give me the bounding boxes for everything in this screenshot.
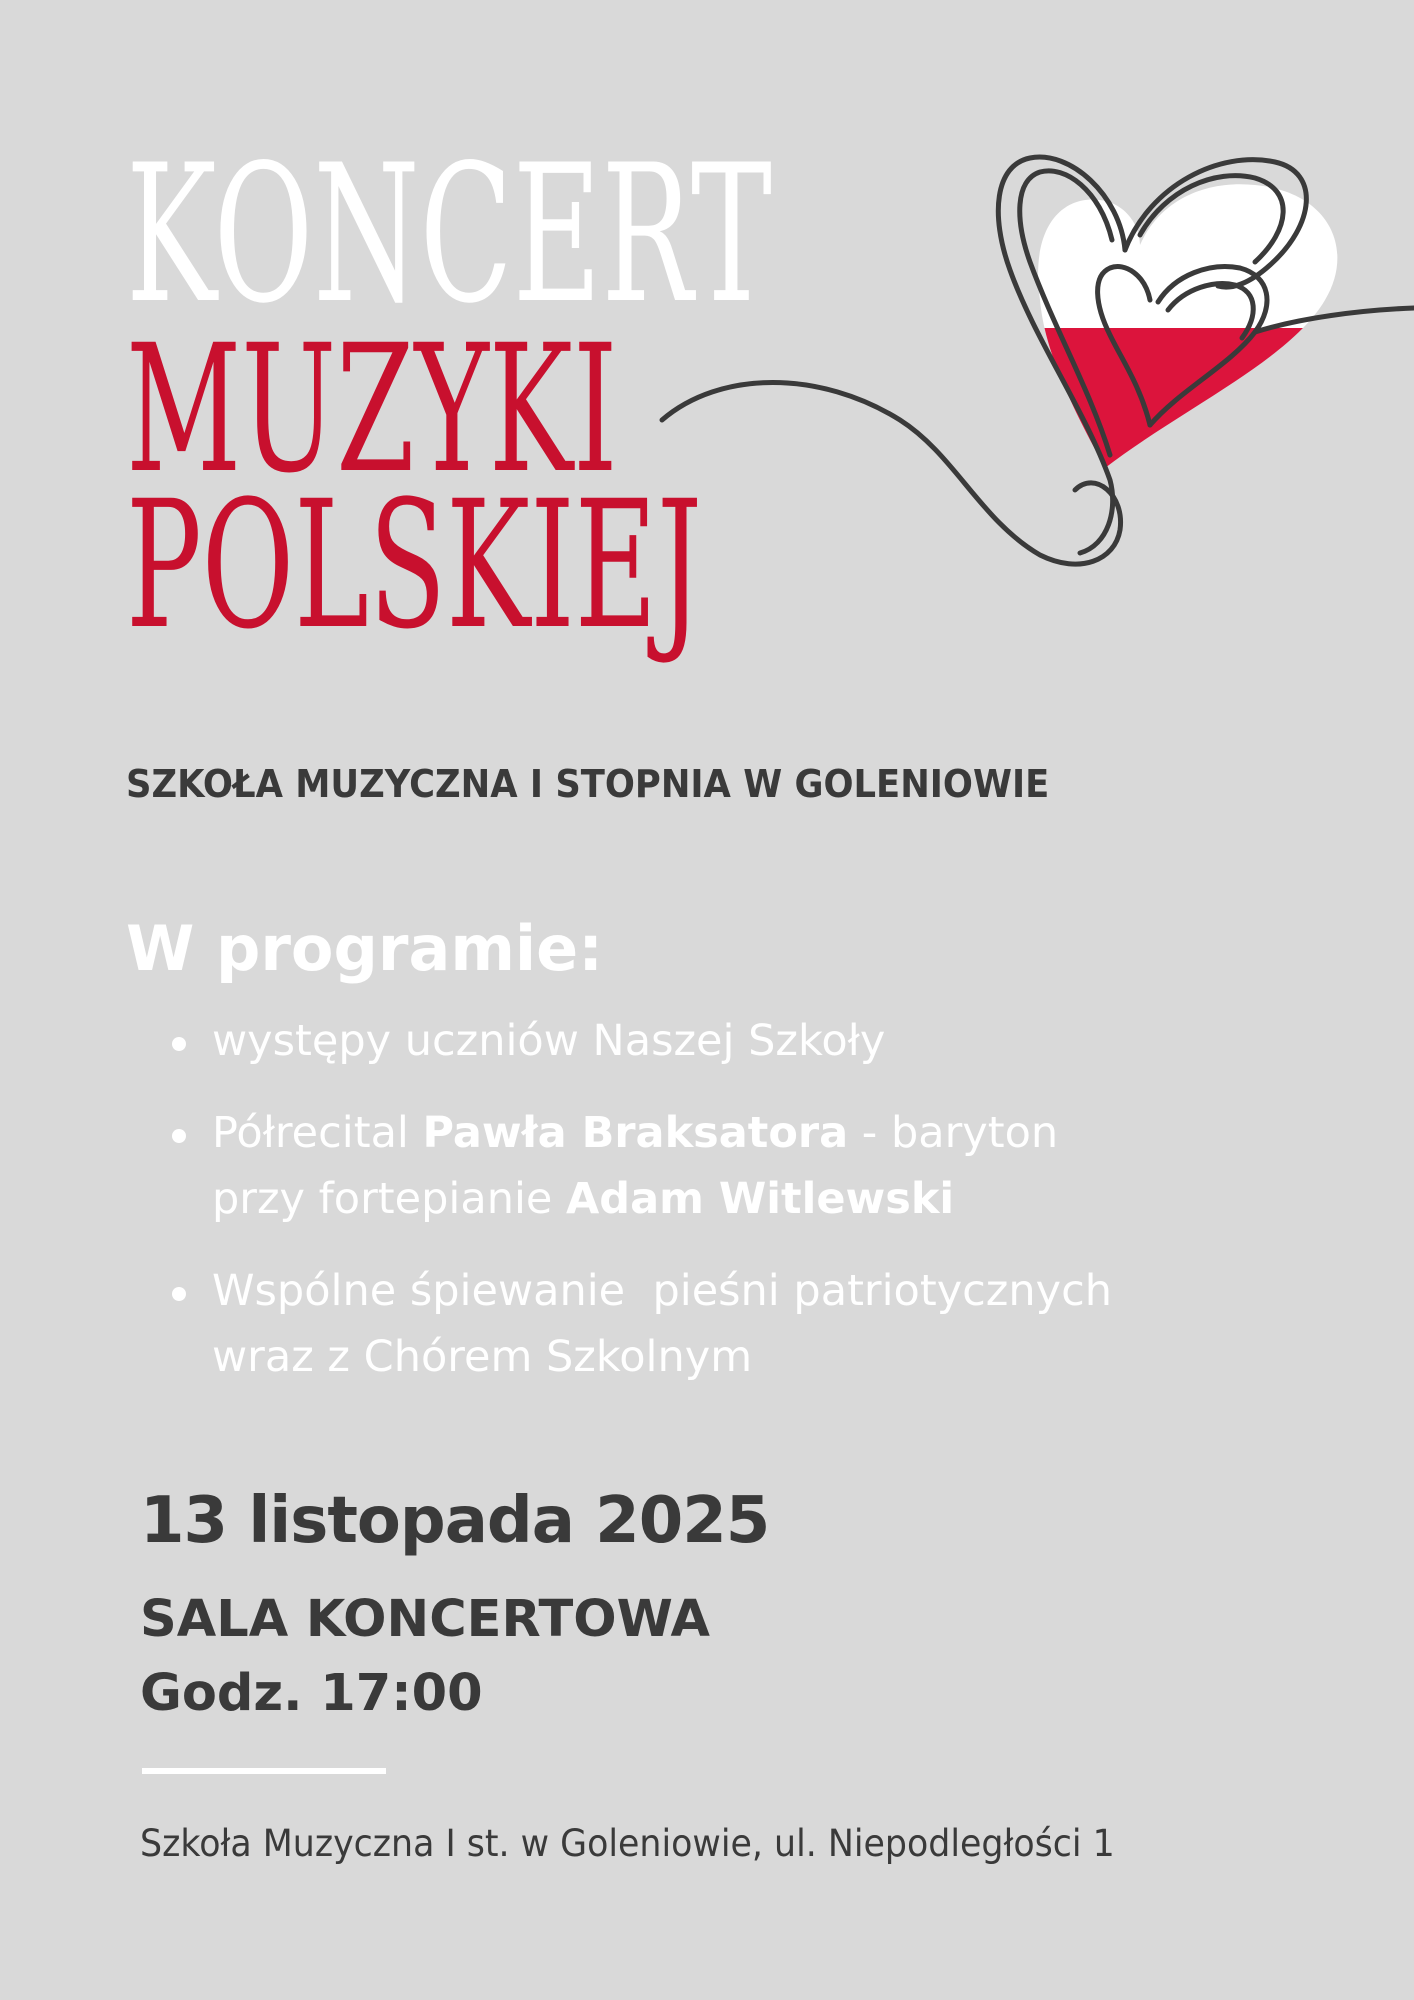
pianist-name: Adam Witlewski bbox=[566, 1174, 955, 1224]
title-koncert: KONCERT bbox=[126, 124, 772, 345]
program-item-students bbox=[168, 1008, 1318, 1074]
school-name: SZKOŁA MUZYCZNA I STOPNIA W GOLENIOWIE bbox=[126, 762, 1050, 806]
program-item-text: występy uczniów Naszej Szkoły bbox=[212, 1016, 886, 1066]
program-item-singing bbox=[168, 1258, 1318, 1390]
recital-prefix: Półrecital bbox=[212, 1108, 423, 1158]
polish-flag-heart-icon bbox=[650, 130, 1414, 590]
address: Szkoła Muzyczna I st. w Goleniowie, ul. Niepodległości 1 bbox=[140, 1822, 1115, 1865]
recital-performer: Pawła Braksatora bbox=[422, 1108, 849, 1158]
recital-role: - baryton bbox=[848, 1108, 1059, 1158]
program-list bbox=[168, 1008, 1318, 1416]
event-date: 13 listopada 2025 bbox=[140, 1484, 770, 1558]
singing-line1: Wspólne śpiewanie pieśni patriotycznych bbox=[212, 1266, 1112, 1316]
title-polskiej: POLSKIEJ bbox=[126, 463, 703, 668]
singing-line2: wraz z Chórem Szkolnym bbox=[212, 1332, 753, 1382]
piano-prefix: przy fortepianie bbox=[212, 1174, 567, 1224]
event-time: Godz. 17:00 bbox=[140, 1664, 483, 1723]
title-muzyki: MUZYKI bbox=[126, 307, 618, 512]
divider bbox=[142, 1768, 386, 1774]
program-heading: W programie: bbox=[126, 912, 604, 985]
program-item-recital bbox=[168, 1100, 1318, 1232]
event-venue: SALA KONCERTOWA bbox=[140, 1590, 711, 1649]
